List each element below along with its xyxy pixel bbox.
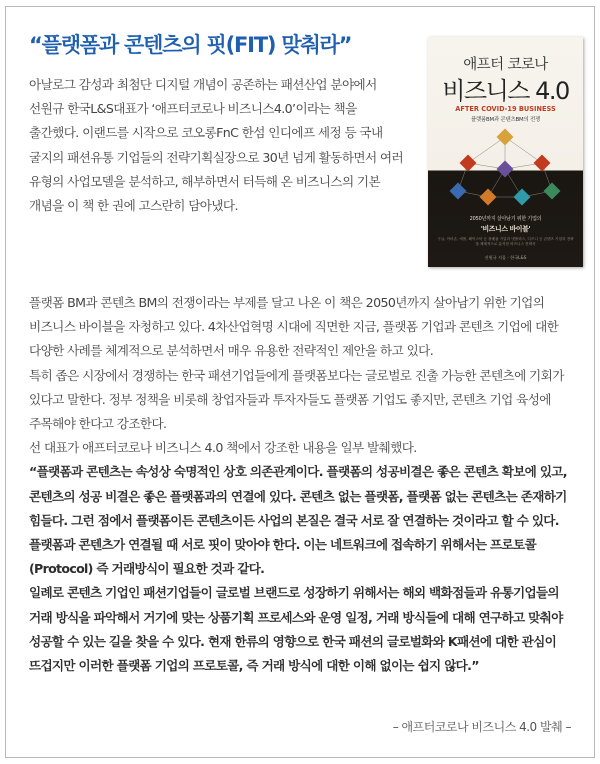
body-paragraph: 플랫폼 BM과 콘텐츠 BM의 전쟁이라는 부제를 달고 나온 이 책은 2050년까지 살아남기 위한 기업의 비즈니스 바이블을 자청하고 있다. 4차산업혁명 시대에 직면한 지금, 플랫폼 기업과 콘텐츠 기업에 대한 다양한 사례를 체계적으로 분석하면서 매우 유용한 전략적인 제안을 하고 있다.: [29, 295, 559, 359]
book-author: 선원규 지음: [484, 255, 507, 260]
book-cover-image: [428, 37, 583, 267]
book-publisher: 선원규 지음 · 한국L&S: [484, 255, 527, 260]
body-paragraph: 특히 좁은 시장에서 경쟁하는 한국 패션기업들에게 플랫폼보다는 글로벌로 진출 가능한 콘텐츠에 기회가 있다고 말한다. 정부 정책을 비롯해 창업자들과 투자자들도 플랫폼 기업도 좋지만, 콘텐츠 기업 육성에 주목해야 한다고 강조한다.: [29, 367, 564, 432]
book-tagline: 2050년까지 살아남기 위한 기업의: [469, 216, 542, 222]
book-tagline-bold: '비즈니스 바이블': [480, 225, 531, 233]
book-network-illustration: [428, 125, 583, 215]
article-title: “플랫폼과 콘텐츠의 핏(FIT) 맞춰라”: [29, 33, 352, 57]
body-paragraph: 선 대표가 애프터코로나 비즈니스 4.0 책에서 강조한 내용을 일부 발췌했다.: [29, 440, 417, 456]
quote-paragraph: “플랫폼과 콘텐츠는 속성상 숙명적인 상호 의존관계이다. 플랫폼의 성공비결은 좋은 콘텐츠 확보에 있고, 콘텐츠의 성공 비결은 좋은 플랫폼과의 연결에 있다. 콘텐츠 없는 플랫폼, 플랫폼 없는 콘텐츠는 존재하기 힘들다. 그런 점에서 플랫폼이든 콘텐츠이든 사업의 본질은 결국 서로 잘 연결하는 것이라고 할 수 있다. 플랫폼과 콘텐츠가 연결될 때 서로 핏이 맞아야 한다. 이는 네트워크에 접속하기 위해서는 프로토콜(Protocol) 즉 거래방식이 필요한 것과 같다.: [29, 464, 567, 577]
intro-paragraph: 아날로그 감성과 최첨단 디지털 개념이 공존하는 패션산업 분야에서 선원규 한국L&S대표가 ‘애프터코로나 비즈니스4.0’이라는 책을 출간했다. 이랜드를 시작으로 코오롱FnC 한섬 인디에프 세정 등 국내 굴지의 패션유통 기업들의 전략기획실장으로 30년 넘게 활동하면서 여러 유형의 사업모델을 분석하고, 해부하면서 터득해 온 비즈니스의 기본 개념을 이 책 한 권에 고스란히 담아냈다.: [29, 77, 404, 214]
quote-paragraph: 일례로 콘텐츠 기업인 패션기업들이 글로벌 브랜드로 성장하기 위해서는 해외 백화점들과 유통기업들의 거래 방식을 파악해서 거기에 맞는 상품기획 프로세스와 운영 일정, 거래 방식들에 대해 연구하고 맞춰야 성공할 수 있는 길을 찾을 수 있다. 현재 한류의 영향으로 한국 패션의 글로벌화와 K패션에 대한 관심이 뜨겁지만 이러한 플랫폼 기업의 프로토콜, 즉 거래 방식에 대한 이해 없이는 쉽지 않다.”: [29, 585, 563, 674]
book-title-line2: 비즈니스 4.0: [442, 77, 569, 105]
article-frame: [5, 6, 595, 758]
book-subtitle: 플랫폼BM과 콘텐츠BM의 전쟁: [471, 117, 540, 123]
book-title-line1: 애프터 코로나: [463, 57, 548, 73]
book-blurb: 구글, 아마존, 애플, 페이스북 등 플랫폼 기업과 넷플릭스, 디즈니 등 콘텐츠 기업의 전략을 체계적으로 분석한 비즈니스 전략서: [437, 237, 574, 246]
quote-source: – 애프터코로나 비즈니스 4.0 발췌 –: [392, 720, 571, 734]
book-publisher-name: 한국L&S: [510, 255, 527, 260]
book-english-title: AFTER COVID-19 BUSINESS: [455, 105, 556, 113]
article-body: [29, 291, 582, 678]
